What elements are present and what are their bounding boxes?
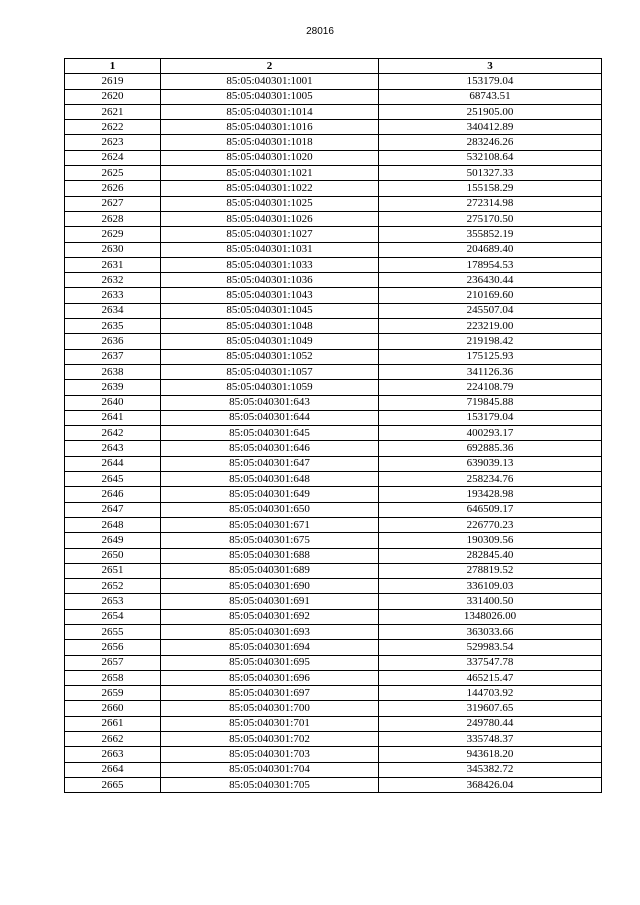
cadastral-number-cell: 85:05:040301:689 (161, 563, 379, 578)
row-number-cell: 2658 (65, 670, 161, 685)
value-cell: 646509.17 (379, 502, 602, 517)
table-row (65, 166, 602, 181)
row-number-cell: 2654 (65, 609, 161, 624)
row-number-cell: 2647 (65, 502, 161, 517)
table-row (65, 150, 602, 165)
value-cell: 1348026.00 (379, 609, 602, 624)
value-cell: 282845.40 (379, 548, 602, 563)
cadastral-number-cell: 85:05:040301:675 (161, 533, 379, 548)
table-row (65, 273, 602, 288)
value-cell: 249780.44 (379, 716, 602, 731)
cadastral-number-cell: 85:05:040301:1020 (161, 150, 379, 165)
row-number-cell: 2648 (65, 517, 161, 532)
page-number: 28016 (306, 26, 334, 37)
cadastral-number-cell: 85:05:040301:646 (161, 441, 379, 456)
cadastral-number-cell: 85:05:040301:671 (161, 517, 379, 532)
value-cell: 501327.33 (379, 166, 602, 181)
column-header-2: 2 (161, 59, 379, 74)
cadastral-number-cell: 85:05:040301:650 (161, 502, 379, 517)
cadastral-number-cell: 85:05:040301:702 (161, 732, 379, 747)
cadastral-number-cell: 85:05:040301:1059 (161, 380, 379, 395)
row-number-cell: 2619 (65, 74, 161, 89)
table-row (65, 211, 602, 226)
row-number-cell: 2630 (65, 242, 161, 257)
cadastral-number-cell: 85:05:040301:1043 (161, 288, 379, 303)
row-number-cell: 2650 (65, 548, 161, 563)
value-cell: 340412.89 (379, 120, 602, 135)
row-number-cell: 2622 (65, 120, 161, 135)
table-row (65, 410, 602, 425)
value-cell: 336109.03 (379, 579, 602, 594)
cadastral-number-cell: 85:05:040301:1016 (161, 120, 379, 135)
cadastral-number-cell: 85:05:040301:1036 (161, 273, 379, 288)
table-row (65, 104, 602, 119)
row-number-cell: 2644 (65, 456, 161, 471)
value-cell: 193428.98 (379, 487, 602, 502)
table-row (65, 670, 602, 685)
value-cell: 355852.19 (379, 227, 602, 242)
value-cell: 331400.50 (379, 594, 602, 609)
cadastral-number-cell: 85:05:040301:649 (161, 487, 379, 502)
value-cell: 529983.54 (379, 640, 602, 655)
cadastral-number-cell: 85:05:040301:1001 (161, 74, 379, 89)
table-row (65, 334, 602, 349)
cadastral-number-cell: 85:05:040301:1031 (161, 242, 379, 257)
value-cell: 337547.78 (379, 655, 602, 670)
row-number-cell: 2642 (65, 426, 161, 441)
table-row (65, 349, 602, 364)
value-cell: 283246.26 (379, 135, 602, 150)
cadastral-number-cell: 85:05:040301:1027 (161, 227, 379, 242)
row-number-cell: 2626 (65, 181, 161, 196)
column-header-1: 1 (65, 59, 161, 74)
table-row (65, 609, 602, 624)
table-row (65, 364, 602, 379)
value-cell: 272314.98 (379, 196, 602, 211)
table-row (65, 426, 602, 441)
row-number-cell: 2665 (65, 777, 161, 792)
cadastral-number-cell: 85:05:040301:1026 (161, 211, 379, 226)
table-row (65, 747, 602, 762)
value-cell: 400293.17 (379, 426, 602, 441)
value-cell: 258234.76 (379, 472, 602, 487)
row-number-cell: 2651 (65, 563, 161, 578)
table-row (65, 472, 602, 487)
row-number-cell: 2659 (65, 686, 161, 701)
cadastral-number-cell: 85:05:040301:1018 (161, 135, 379, 150)
cadastral-number-cell: 85:05:040301:644 (161, 410, 379, 425)
value-cell: 335748.37 (379, 732, 602, 747)
row-number-cell: 2634 (65, 303, 161, 318)
row-number-cell: 2653 (65, 594, 161, 609)
row-number-cell: 2661 (65, 716, 161, 731)
table-row (65, 502, 602, 517)
value-cell: 943618.20 (379, 747, 602, 762)
value-cell: 236430.44 (379, 273, 602, 288)
table-row (65, 487, 602, 502)
row-number-cell: 2633 (65, 288, 161, 303)
value-cell: 341126.36 (379, 364, 602, 379)
cadastral-number-cell: 85:05:040301:696 (161, 670, 379, 685)
value-cell: 190309.56 (379, 533, 602, 548)
cadastral-number-cell: 85:05:040301:1021 (161, 166, 379, 181)
table-row (65, 196, 602, 211)
table-row (65, 548, 602, 563)
cadastral-number-cell: 85:05:040301:690 (161, 579, 379, 594)
row-number-cell: 2657 (65, 655, 161, 670)
value-cell: 178954.53 (379, 257, 602, 272)
cadastral-number-cell: 85:05:040301:688 (161, 548, 379, 563)
table-row (65, 624, 602, 639)
value-cell: 278819.52 (379, 563, 602, 578)
row-number-cell: 2649 (65, 533, 161, 548)
value-cell: 210169.60 (379, 288, 602, 303)
value-cell: 719845.88 (379, 395, 602, 410)
cadastral-number-cell: 85:05:040301:1022 (161, 181, 379, 196)
row-number-cell: 2623 (65, 135, 161, 150)
table-row (65, 640, 602, 655)
cadastral-number-cell: 85:05:040301:691 (161, 594, 379, 609)
cadastral-number-cell: 85:05:040301:1049 (161, 334, 379, 349)
cadastral-number-cell: 85:05:040301:701 (161, 716, 379, 731)
table-row (65, 762, 602, 777)
row-number-cell: 2627 (65, 196, 161, 211)
row-number-cell: 2639 (65, 380, 161, 395)
row-number-cell: 2656 (65, 640, 161, 655)
cadastral-number-cell: 85:05:040301:1014 (161, 104, 379, 119)
table-row (65, 563, 602, 578)
row-number-cell: 2660 (65, 701, 161, 716)
table-body (65, 74, 602, 793)
cadastral-number-cell: 85:05:040301:648 (161, 472, 379, 487)
table-row (65, 74, 602, 89)
row-number-cell: 2628 (65, 211, 161, 226)
cadastral-number-cell: 85:05:040301:645 (161, 426, 379, 441)
value-cell: 153179.04 (379, 74, 602, 89)
cadastral-number-cell: 85:05:040301:1057 (161, 364, 379, 379)
cadastral-number-cell: 85:05:040301:1048 (161, 319, 379, 334)
table-row (65, 777, 602, 792)
value-cell: 465215.47 (379, 670, 602, 685)
value-cell: 532108.64 (379, 150, 602, 165)
value-cell: 224108.79 (379, 380, 602, 395)
cadastral-number-cell: 85:05:040301:692 (161, 609, 379, 624)
table-row (65, 303, 602, 318)
value-cell: 175125.93 (379, 349, 602, 364)
table-row (65, 89, 602, 104)
row-number-cell: 2625 (65, 166, 161, 181)
value-cell: 275170.50 (379, 211, 602, 226)
cadastral-number-cell: 85:05:040301:697 (161, 686, 379, 701)
row-number-cell: 2662 (65, 732, 161, 747)
table-row (65, 517, 602, 532)
row-number-cell: 2646 (65, 487, 161, 502)
row-number-cell: 2637 (65, 349, 161, 364)
table-row (65, 441, 602, 456)
cadastral-number-cell: 85:05:040301:1005 (161, 89, 379, 104)
table-row (65, 533, 602, 548)
table-row (65, 686, 602, 701)
cadastral-number-cell: 85:05:040301:1033 (161, 257, 379, 272)
value-cell: 345382.72 (379, 762, 602, 777)
value-cell: 204689.40 (379, 242, 602, 257)
header-row (65, 59, 602, 74)
value-cell: 319607.65 (379, 701, 602, 716)
value-cell: 692885.36 (379, 441, 602, 456)
row-number-cell: 2636 (65, 334, 161, 349)
cadastral-number-cell: 85:05:040301:695 (161, 655, 379, 670)
row-number-cell: 2664 (65, 762, 161, 777)
registry-table (64, 58, 602, 793)
row-number-cell: 2620 (65, 89, 161, 104)
cadastral-number-cell: 85:05:040301:1052 (161, 349, 379, 364)
value-cell: 155158.29 (379, 181, 602, 196)
row-number-cell: 2624 (65, 150, 161, 165)
table-row (65, 135, 602, 150)
table-row (65, 716, 602, 731)
table-row (65, 242, 602, 257)
value-cell: 223219.00 (379, 319, 602, 334)
value-cell: 251905.00 (379, 104, 602, 119)
table-row (65, 655, 602, 670)
value-cell: 245507.04 (379, 303, 602, 318)
value-cell: 219198.42 (379, 334, 602, 349)
column-header-3: 3 (379, 59, 602, 74)
row-number-cell: 2640 (65, 395, 161, 410)
table-row (65, 456, 602, 471)
row-number-cell: 2641 (65, 410, 161, 425)
cadastral-number-cell: 85:05:040301:1045 (161, 303, 379, 318)
cadastral-number-cell: 85:05:040301:1025 (161, 196, 379, 211)
table-header (65, 59, 602, 74)
table-row (65, 395, 602, 410)
row-number-cell: 2632 (65, 273, 161, 288)
value-cell: 363033.66 (379, 624, 602, 639)
table-row (65, 257, 602, 272)
table-row (65, 181, 602, 196)
row-number-cell: 2643 (65, 441, 161, 456)
value-cell: 226770.23 (379, 517, 602, 532)
cadastral-number-cell: 85:05:040301:694 (161, 640, 379, 655)
value-cell: 153179.04 (379, 410, 602, 425)
row-number-cell: 2652 (65, 579, 161, 594)
table-row (65, 579, 602, 594)
row-number-cell: 2631 (65, 257, 161, 272)
row-number-cell: 2629 (65, 227, 161, 242)
row-number-cell: 2663 (65, 747, 161, 762)
row-number-cell: 2655 (65, 624, 161, 639)
table-row (65, 319, 602, 334)
value-cell: 68743.51 (379, 89, 602, 104)
table-row (65, 380, 602, 395)
row-number-cell: 2635 (65, 319, 161, 334)
value-cell: 368426.04 (379, 777, 602, 792)
table-row (65, 227, 602, 242)
cadastral-number-cell: 85:05:040301:700 (161, 701, 379, 716)
cadastral-number-cell: 85:05:040301:643 (161, 395, 379, 410)
table-row (65, 120, 602, 135)
cadastral-number-cell: 85:05:040301:693 (161, 624, 379, 639)
value-cell: 639039.13 (379, 456, 602, 471)
table-row (65, 701, 602, 716)
cadastral-number-cell: 85:05:040301:704 (161, 762, 379, 777)
row-number-cell: 2645 (65, 472, 161, 487)
value-cell: 144703.92 (379, 686, 602, 701)
row-number-cell: 2621 (65, 104, 161, 119)
table-row (65, 732, 602, 747)
table-row (65, 594, 602, 609)
row-number-cell: 2638 (65, 364, 161, 379)
cadastral-number-cell: 85:05:040301:705 (161, 777, 379, 792)
table-row (65, 288, 602, 303)
cadastral-number-cell: 85:05:040301:647 (161, 456, 379, 471)
cadastral-number-cell: 85:05:040301:703 (161, 747, 379, 762)
